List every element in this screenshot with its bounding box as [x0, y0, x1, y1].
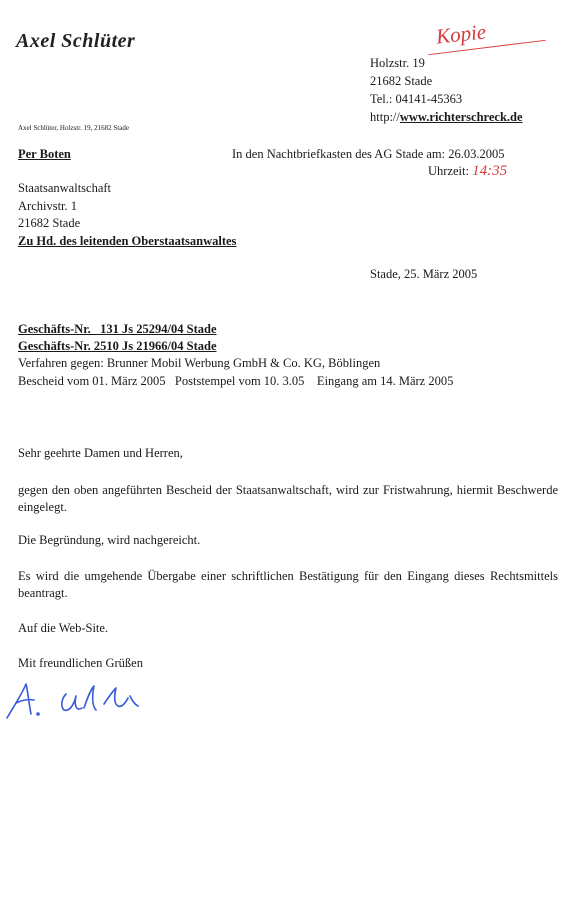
sender-return-line: Axel Schlüter, Holzstr. 19, 21682 Stade	[18, 124, 129, 132]
time-row	[428, 163, 507, 180]
sender-phone: Tel.: 04141-45363	[370, 92, 463, 106]
reference-line-4: Bescheid vom 01. März 2005 Poststempel vom 10. 3.05 Eingang am 14. März 2005	[18, 374, 454, 388]
body-paragraph-2: Die Begründung, wird nachgereicht.	[18, 533, 201, 547]
signature-mark	[4, 676, 154, 726]
time-value: 14:35	[472, 163, 508, 179]
reference-line-2: Geschäfts-Nr. 2510 Js 21966/04 Stade	[18, 339, 217, 353]
body-paragraph-1: gegen den oben angeführten Bescheid der Staatsanwaltschaft, wird zur Fristwahrung, hiermit Beschwerde eingelegt.	[18, 483, 558, 514]
recipient-line-3: 21682 Stade	[18, 216, 81, 230]
body-paragraph-4: Auf die Web-Site.	[18, 621, 109, 635]
time-label: Uhrzeit:	[428, 164, 469, 178]
letter-date: Stade, 25. März 2005	[370, 267, 478, 281]
salutation: Sehr geehrte Damen und Herren,	[18, 446, 183, 460]
sender-name-logo: Axel Schlüter	[16, 30, 136, 52]
closing: Mit freundlichen Grüßen	[18, 656, 143, 670]
body-paragraph-3: Es wird die umgehende Übergabe einer schriftlichen Bestätigung für den Eingang dieses Rechtsmittels beantragt.	[18, 569, 558, 600]
website-link[interactable]: www.richterschreck.de	[399, 110, 523, 124]
sender-city: 21682 Stade	[370, 74, 433, 88]
reference-line-1: Geschäfts-Nr. 131 Js 25294/04 Stade	[18, 322, 217, 336]
kopie-stamp: Kopie	[434, 19, 488, 49]
website-prefix: http://	[370, 110, 400, 124]
recipient-line-2: Archivstr. 1	[18, 199, 78, 213]
delivery-method: Per Boten	[18, 147, 71, 161]
sender-street: Holzstr. 19	[370, 56, 425, 70]
reference-line-3: Verfahren gegen: Brunner Mobil Werbung GmbH & Co. KG, Böblingen	[18, 356, 381, 370]
recipient-line-1: Staatsanwaltschaft	[18, 181, 112, 195]
recipient-line-4: Zu Hd. des leitenden Oberstaatsanwaltes	[18, 234, 237, 248]
mailbox-note: In den Nachtbriefkasten des AG Stade am: 26.03.2005	[232, 147, 505, 161]
sender-website[interactable]	[370, 110, 523, 125]
